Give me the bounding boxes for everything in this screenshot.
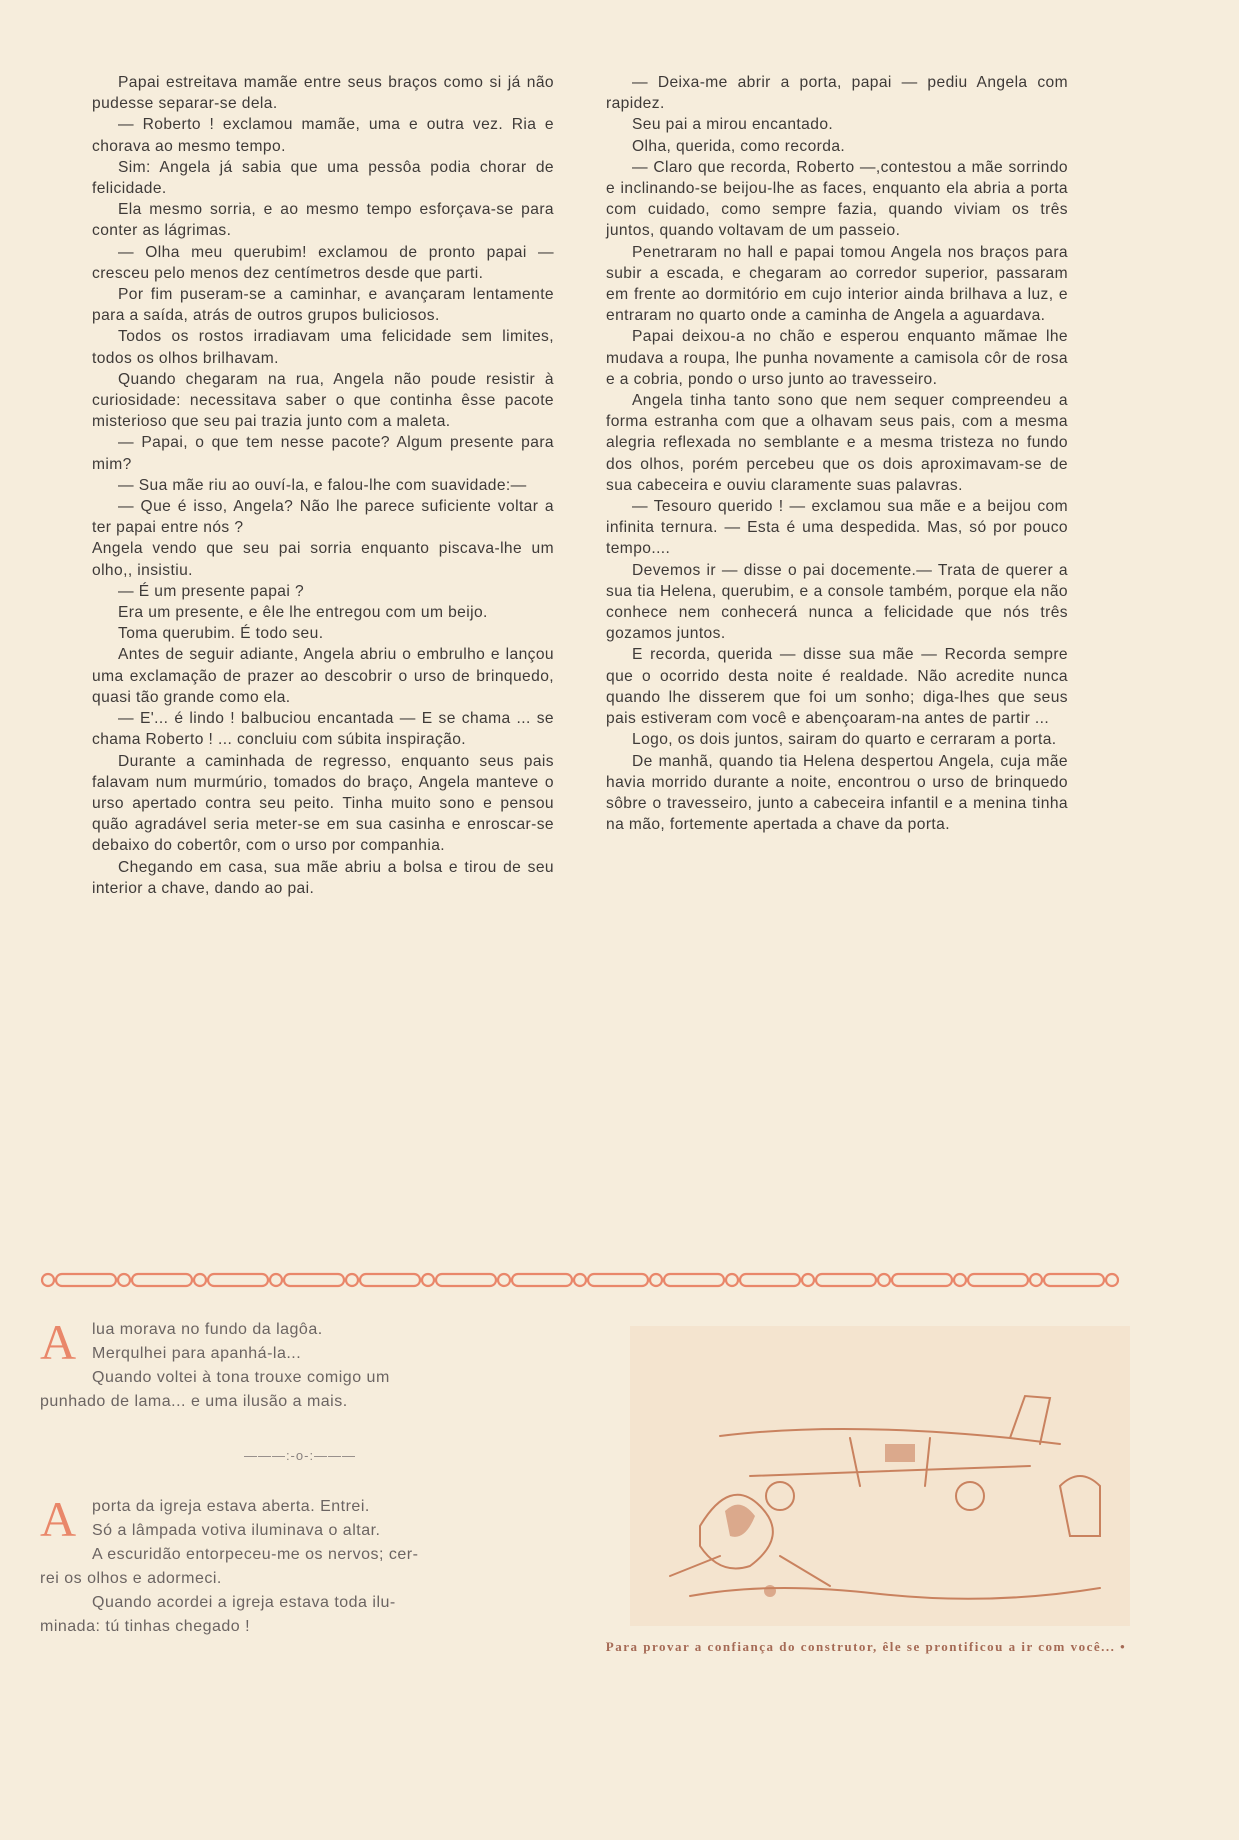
paragraph: Todos os rostos irradiavam uma felicidade sem limites, todos os olhos brilhavam. — [92, 328, 554, 367]
drop-cap: A — [40, 1491, 77, 1547]
paragraph: Olha, querida, como recorda. — [632, 137, 846, 155]
story-column-right — [606, 72, 1068, 835]
paragraph: Penetraram no hall e papai tomou Angela nos braços para subir a escada, e chegaram ao corredor superior, passaram em frente ao dormitório em cujo interior ainda brilhava a luz, e entraram no quarto onde a caminha de Angela a aguardava. — [606, 243, 1068, 325]
paragraph: Seu pai a mirou encantado. — [632, 116, 834, 134]
paragraph: Angela vendo que seu pai sorria enquanto piscava-lhe um olho,, insistiu. — [92, 540, 554, 579]
poem-line: Merqulhei para apanhá-la... — [92, 1345, 302, 1362]
paragraph: Por fim puseram-se a caminhar, e avançaram lentamente para a saída, atrás de outros grupos buliciosos. — [92, 286, 554, 325]
drop-cap: A — [40, 1314, 77, 1370]
paragraph: Quando chegaram na rua, Angela não poude resistir à curiosidade: necessitava saber o que continha êsse pacote misterioso que seu pai trazia junto com a maleta. — [92, 370, 554, 431]
paragraph: Durante a caminhada de regresso, enquanto seus pais falavam num murmúrio, tomados do braço, Angela manteve o urso apertado contra seu peito. Tinha muito sono e pensou quão agradável seria meter-se em sua casinha e enroscar-se debaixo do cobertôr, com o urso por companhia. — [92, 752, 554, 855]
poem-separator: ———:-o-:——— — [243, 1448, 357, 1463]
poem-line: Quando voltei à tona trouxe comigo um — [92, 1369, 390, 1386]
paragraph: — E'... é lindo ! balbuciou encantada — E se chama ... se chama Roberto ! ... concluiu com súbita inspiração. — [92, 710, 554, 749]
paragraph: Angela tinha tanto sono que nem sequer compreendeu a forma estranha com que a olhavam seus pais, com a mesma alegria reflexada no semblante e a mesma tristeza no fundo dos olhos, porém percebeu que os dois aproximavam-se de sua cabeceira e ouviu claramente suas palavras. — [606, 392, 1068, 494]
paragraph: — Roberto ! exclamou mamãe, uma e outra vez. Ria e chorava ao mesmo tempo. — [92, 116, 554, 155]
paragraph: — Tesouro querido ! — exclamou sua mãe e a beijou com infinita ternura. — Esta é uma despedida. Mas, só por pouco tempo.... — [606, 498, 1068, 558]
poem-line: rei os olhos e adormeci. — [40, 1570, 222, 1587]
paragraph: — Claro que recorda, Roberto —,contestou a mãe sorrindo e inclinando-se beijou-lhe as faces, enquanto ela abria a porta com cuidado, como sempre fazia, quando viviam os três juntos, quando voltavam de um passeio. — [606, 158, 1068, 240]
poem-line: minada: tú tinhas chegado ! — [40, 1618, 251, 1635]
paragraph: Sim: Angela já sabia que uma pessôa podia chorar de felicidade. — [92, 158, 554, 198]
poem-line: A escuridão entorpeceu-me os nervos; cer- — [92, 1546, 419, 1563]
paragraph: Papai deixou-a no chão e esperou enquanto mãmae lhe mudava a roupa, lhe punha novamente a camisola côr de rosa e a cobria, pondo o urso junto ao travesseiro. — [606, 328, 1068, 388]
chain-divider — [40, 1270, 1120, 1290]
airplane-illustration — [630, 1326, 1130, 1626]
paragraph: — É um presente papai ? — [118, 582, 305, 600]
paragraph: Papai estreitava mamãe entre seus braços como si já não pudesse separar-se dela. — [92, 74, 554, 113]
paragraph: — Papai, o que tem nesse pacote? Algum presente para mim? — [92, 434, 554, 473]
poems-section — [40, 1314, 560, 1639]
poem-moon — [40, 1314, 560, 1414]
paragraph: Antes de seguir adiante, Angela abriu o embrulho e lançou uma exclamação de prazer ao descobrir o urso de brinquedo, quasi tão grande como ela. — [92, 646, 554, 706]
paragraph: — Deixa-me abrir a porta, papai — pediu Angela com rapidez. — [606, 74, 1068, 113]
paragraph: Toma querubim. É todo seu. — [118, 625, 324, 643]
poem-line: porta da igreja estava aberta. Entrei. — [92, 1498, 370, 1515]
paragraph: — Sua mãe riu ao ouví-la, e falou-lhe com suavidade:— — [118, 476, 527, 494]
paragraph: Era um presente, e êle lhe entregou com um beijo. — [118, 604, 488, 622]
poem-line: Quando acordei a igreja estava toda ilu- — [92, 1594, 396, 1611]
illustration-caption: Para provar a confiança do construtor, êle se prontificou a ir com você... • — [605, 1639, 1127, 1654]
paragraph: Ela mesmo sorria, e ao mesmo tempo esforçava-se para conter as lágrimas. — [92, 201, 554, 240]
paragraph: Logo, os dois juntos, sairam do quarto e cerraram a porta. — [632, 731, 1057, 749]
paragraph: E recorda, querida — disse sua mãe — Recorda sempre que o ocorrido desta noite é realdade. Não acredite nunca quando lhe disserem que foi um sonho; diga-lhes que seus pais estiveram com você e abençoaram-na antes de partir ... — [606, 646, 1068, 728]
paragraph: De manhã, quando tia Helena despertou Angela, cuja mãe havia morrido durante a noite, encontrou o urso de brinquedo sôbre o travesseiro, junto a cabeceira infantil e a menina tinha na mão, fortemente apertada a chave da porta. — [606, 752, 1068, 834]
paragraph: — Que é isso, Angela? Não lhe parece suficiente voltar a ter papai entre nós ? — [92, 498, 554, 537]
paragraph: Chegando em casa, sua mãe abriu a bolsa e tirou de seu interior a chave, dando ao pai. — [92, 858, 554, 897]
poem-line: punhado de lama... e uma ilusão a mais. — [40, 1393, 348, 1410]
poem-church — [40, 1491, 560, 1639]
paragraph: Devemos ir — disse o pai docemente.— Trata de querer a sua tia Helena, querubim, e a console também, porque ela não conhece nem conhecerá nunca a felicidade que nós três gozamos juntos. — [606, 561, 1068, 643]
story-column-left — [92, 72, 554, 899]
poem-line: Só a lâmpada votiva iluminava o altar. — [92, 1522, 381, 1539]
paragraph: — Olha meu querubim! exclamou de pronto papai — cresceu pelo menos dez centímetros desde que parti. — [92, 243, 554, 282]
poem-line: lua morava no fundo da lagôa. — [92, 1321, 323, 1338]
